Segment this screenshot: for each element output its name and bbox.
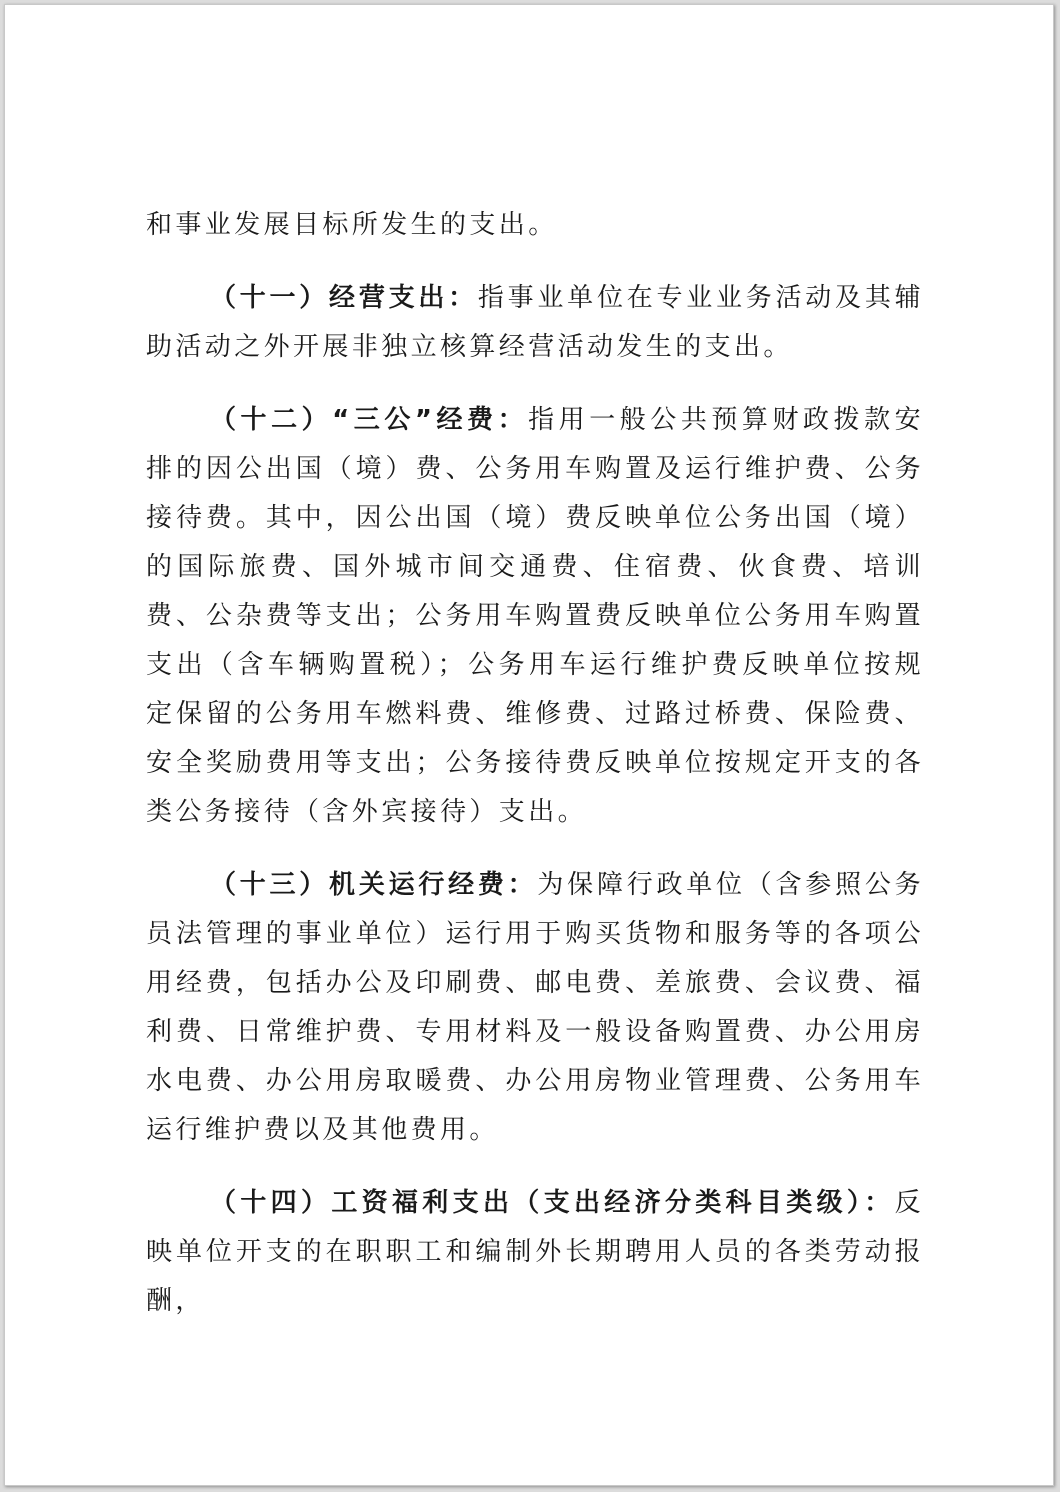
paragraph-text: 指用一般公共预算财政拨款安排的因公出国（境）费、公务用车购置及运行维护费、公务接待费。其中，因公出国（境）费反映单位公务出国（境）的国际旅费、国外城市间交通费、住宿费、伙食费、培训费、公杂费等支出；公务用车购置费反映单位公务用车购置支出（含车辆购置税）；公务用车运行维护费反映单位按规定保留的公务用车燃料费、维修费、过路过桥费、保险费、安全奖励费用等支出；公务接待费反映单位按规定开支的各类公务接待（含外宾接待）支出。 (146, 405, 925, 827)
paragraph-text: 反映单位开支的在职职工和编制外长期聘用人员的各类劳动报酬， (146, 1188, 924, 1316)
document-body (146, 201, 924, 1350)
paragraph-wages-welfare (146, 1179, 924, 1326)
paragraph-operating-expenses (146, 274, 924, 372)
document-page (4, 4, 1054, 1486)
paragraph-term: （十四）工资福利支出（支出经济分类科目类级）： (210, 1188, 895, 1218)
paragraph-three-public-expenses (146, 396, 924, 837)
paragraph-term: （十二）“三公”经费： (210, 405, 529, 435)
paragraph-text: 指事业单位在专业业务活动及其辅助活动之外开展非独立核算经营活动发生的支出。 (146, 283, 924, 362)
paragraph-term: （十三）机关运行经费： (210, 870, 538, 900)
paragraph-continuation (146, 201, 924, 250)
paragraph-text: 为保障行政单位（含参照公务员法管理的事业单位）运行用于购买货物和服务等的各项公用经费，包括办公及印刷费、邮电费、差旅费、会议费、福利费、日常维护费、专用材料及一般设备购置费、办公用房水电费、办公用房取暖费、办公用房物业管理费、公务用车运行维护费以及其他费用。 (146, 870, 924, 1145)
paragraph-text: 和事业发展目标所发生的支出。 (146, 210, 558, 240)
paragraph-agency-operating-funds (146, 861, 924, 1155)
paragraph-term: （十一）经营支出： (210, 283, 478, 313)
